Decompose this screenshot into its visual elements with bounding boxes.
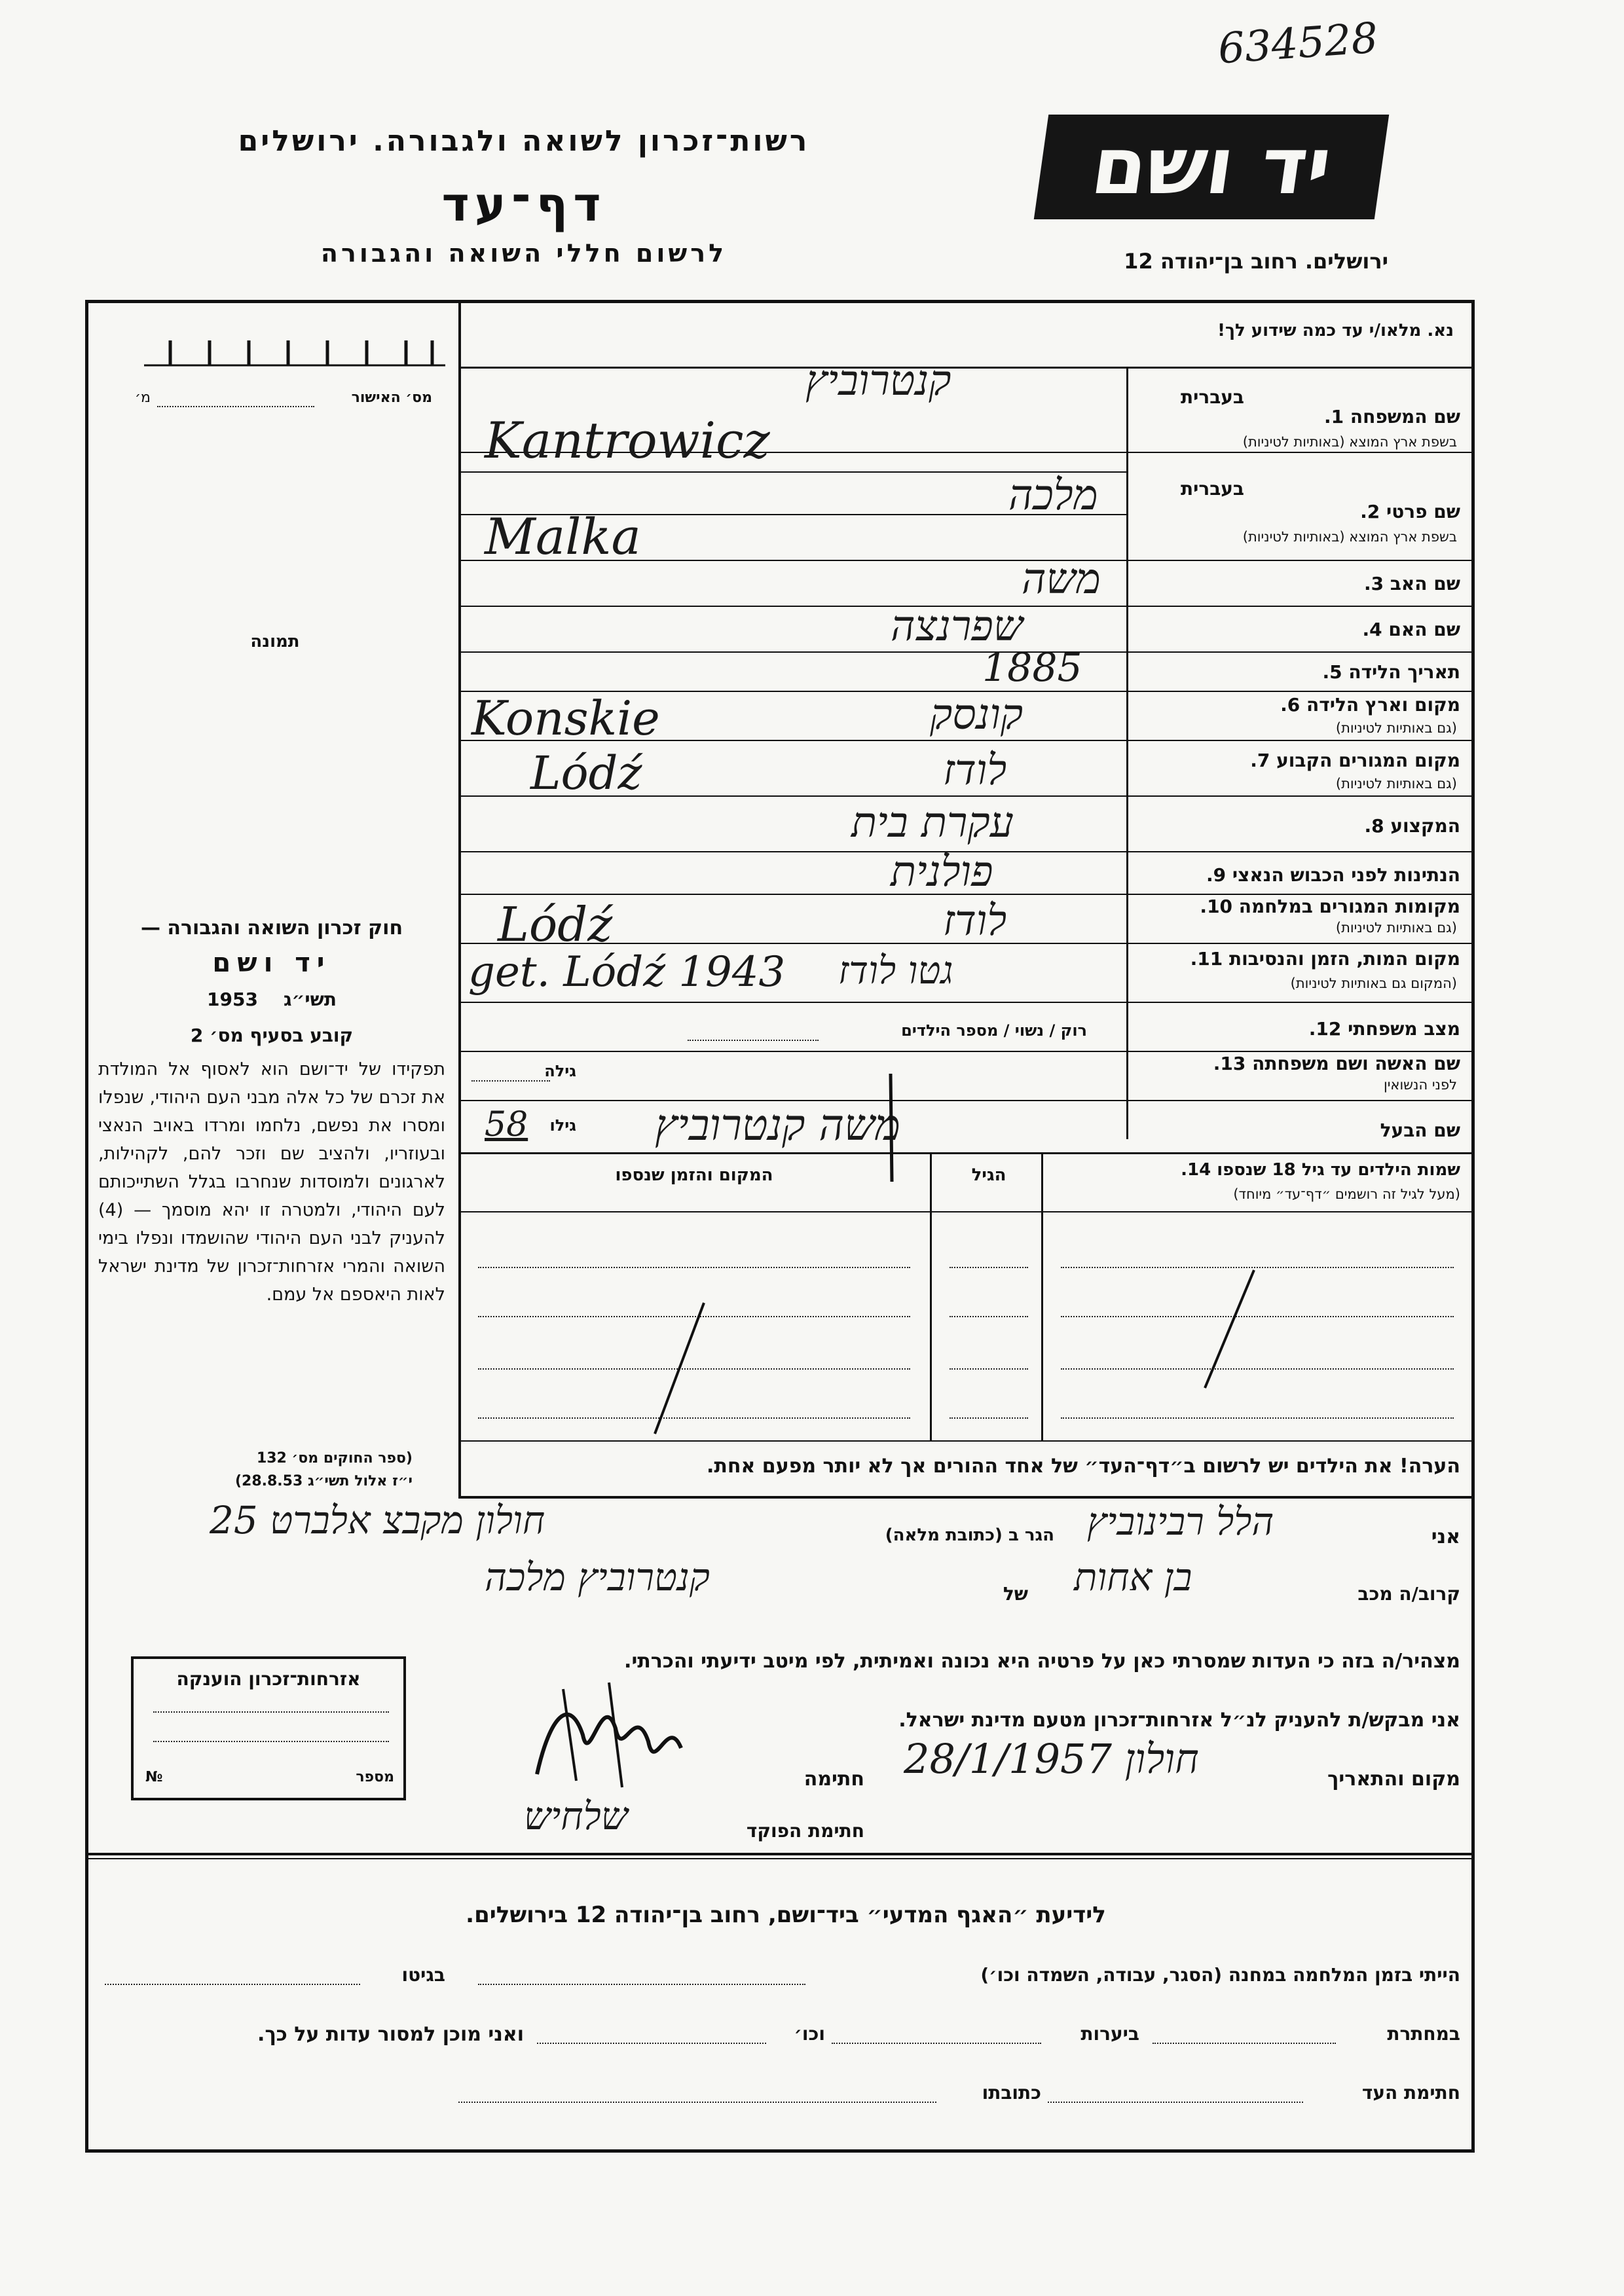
footer-underground-label: במחתרת [1387, 2023, 1460, 2045]
field-11-sublabel: (המקום גם באותיות לטיניות) [1290, 975, 1457, 991]
declarant-name: הלל רבינוביץ [1087, 1499, 1274, 1544]
of-value: קנטרוביץ מלכה [485, 1555, 710, 1599]
citizenship-request: אני מבקש/ת להעניק לנ״ל אזרחות־זכרון מטעם מדינת ישראל. [898, 1709, 1460, 1732]
law-clause: קובע בסעיף מס׳ 2 [190, 1025, 354, 1046]
law-text: תפקידו של יד־ושם הוא לאסוף אל המולדת את זכרם של כל אלה מבני העם היהודי, שנפלו ומסרו את נפשם, נלחמו ומרדו באויב הנאצי ובעוזריו, ולהציב שם וזכר להם, לקהילות, לארגונים ולמוסדות שנחרבו בגלל השתייכותם לעם היהודי, ולמטרה זו יהא מוסמך — (4) להעניק לבני העם היהודי שהושמדו ונפלו בימי השואה והמרי אזרחות־זכרון של מדינת ישראל לאות היאספם אל עמם. [98, 1059, 445, 1305]
of-label: של [1003, 1583, 1028, 1605]
photo-label: תמונה [250, 632, 300, 651]
field-2-value-latin: Malka [485, 507, 641, 566]
field-3-label: שם האב 3. [1363, 573, 1460, 594]
husband-label: שם הבעל [1380, 1120, 1460, 1141]
field-12-label: מצב משפחתי 12. [1308, 1018, 1460, 1040]
place-date-label: מקום והתאריך [1327, 1768, 1460, 1791]
children-label: שמות הילדים עד גיל 18 שנספו 14. [1181, 1160, 1460, 1180]
tally-marks [144, 327, 445, 367]
field-6-label: מקום וארץ הלידה 6. [1280, 694, 1460, 716]
institution-name: רשות־זכרון לשואה ולגבורה. ירושלים [238, 124, 810, 158]
footer-etc-label: וכו׳ [794, 2023, 825, 2045]
declarant-address: חולון מקבצ אלברט 25 [210, 1498, 545, 1542]
field-9-label: הנתינות לפני הכבוש הנאצי 9. [1206, 864, 1460, 886]
field-7-value: Lódź [530, 746, 642, 800]
field-10-label: מקומות המגורים במלחמה 10. [1200, 896, 1460, 917]
husband-strike-mark [871, 1074, 910, 1188]
field-5-value: 1885 [982, 645, 1082, 691]
footer-witness-signature-label: חתימת העד [1361, 2082, 1460, 2104]
children-empty-slash-1 [1192, 1264, 1270, 1397]
declarant-signature [524, 1676, 694, 1803]
footer-title: לידיעת ״האגף המדעי״ ביד־ושם, רחוב בן־יהודה 12 בירושלים. [466, 1902, 1106, 1928]
field-11-value: get. Lódź 1943 [468, 948, 786, 996]
children-age-header: הגיל [971, 1165, 1006, 1185]
field-8-label: המקצוע 8. [1364, 815, 1460, 837]
field-7-label: מקום המגורים הקבוע 7. [1250, 750, 1460, 771]
footer-address-label: כתובתו [982, 2082, 1041, 2104]
field-6-value-hebrew: קונסק [930, 691, 1024, 739]
form-intro: נא. מלאו/י עד כמה שידוע לך! [1217, 321, 1454, 340]
memorial-citizenship-box [131, 1656, 406, 1800]
relation-value: בן אחות [1074, 1555, 1192, 1599]
field-8-value: עקרת בית [851, 799, 1014, 847]
field-4-value: שפרנצה [891, 602, 1024, 651]
field-3-value: משה [1022, 555, 1101, 604]
field-2-lang: בעברית [1180, 478, 1244, 500]
footer-ghetto-label: בגיטו [401, 1964, 445, 1986]
field-11-value-hebrew: גטו לודז [838, 948, 953, 993]
field-13-sublabel: לפני הנשואין [1383, 1077, 1457, 1093]
address-label: הגר ב (כתובת מלאה) [885, 1525, 1054, 1545]
children-place-header: המקום והזמן שנספו [615, 1165, 773, 1185]
law-year: 1953 [207, 989, 258, 1010]
declaration-statement: מצהיר/ה בזה כי העדות שמסרתי כאן על פרטיה היא נכונה ואמיתית, לפי מיטב ידיעתי והכרתי. [624, 1650, 1460, 1673]
husband-value: משה קנטרוביץ [655, 1100, 900, 1150]
declarant-label: אני [1431, 1525, 1460, 1548]
archive-number: 634528 [1216, 14, 1380, 74]
law-year-hebrew: תשי״ג [283, 989, 337, 1010]
field-9-value: פולנית [891, 848, 993, 896]
cert-number-label: מס׳ האישור [351, 390, 432, 406]
place-date-value: חולון 28/1/1957 [904, 1735, 1199, 1783]
field-6-value: Konskie [471, 691, 660, 746]
field-6-sublabel: (גם באותיות לטיניות) [1335, 720, 1457, 736]
field-2-label: שם פרטי 2. [1360, 501, 1460, 522]
field-11-label: מקום המות, הזמן והנסיבות 11. [1190, 948, 1460, 970]
cert-number-suffix: מ׳ [134, 390, 151, 406]
law-year-row [98, 989, 445, 1010]
field-1-sublabel: בשפת ארץ המוצא (באותיות לטיניות) [1242, 434, 1457, 450]
field-10-value: Lódź [498, 897, 613, 952]
field-7-value-hebrew: לודז [943, 746, 1007, 795]
law-reference-1: (ספר החוקים מס׳ 132 [256, 1450, 413, 1467]
husband-age-label: גילו [549, 1116, 576, 1135]
field-4-label: שם האם 4. [1362, 619, 1460, 640]
field-13-age-label: גילה [544, 1062, 576, 1080]
relation-label: קרוב/ה מכב [1357, 1583, 1460, 1605]
tally-boxes [144, 327, 445, 354]
field-5-label: תאריך הלידה 5. [1322, 661, 1460, 683]
stamp-no-sign: № [145, 1769, 163, 1785]
field-1-value-latin: Kantrowicz [485, 411, 770, 469]
yad-vashem-logo: יד ושם [1034, 115, 1389, 219]
law-title: חוק זכרון השואה והגבורה — [140, 917, 403, 939]
form-subtitle: לרשום חללי השואה והגבורה [320, 239, 728, 268]
field-7-sublabel: (גם באותיות לטיניות) [1335, 776, 1457, 792]
field-1-label: שם המשפחה 1. [1324, 406, 1460, 428]
field-13-label: שם האשה ושם משפחתה 13. [1213, 1053, 1460, 1074]
stamp-number-label: מספר [356, 1769, 394, 1785]
field-2-sublabel: בשפת ארץ המוצא (באותיות לטיניות) [1242, 529, 1457, 545]
memorial-citizenship-title: אזרחות־זכרון הוענקה [176, 1668, 361, 1690]
field-2-value-hebrew: מלכה [1008, 471, 1098, 520]
official-signature-value: שלחיש [524, 1794, 628, 1838]
field-10-value-hebrew: לודז [943, 897, 1007, 945]
husband-age: 58 [485, 1105, 528, 1144]
field-10-sublabel: (גם באותיות לטיניות) [1335, 920, 1457, 936]
children-note: הערה! את הילדים יש לרשום ב״דף־העד״ של אחד ההורים אך לא יותר מפעם אחת. [707, 1455, 1460, 1478]
field-1-value-hebrew: קנטרוביץ [805, 357, 951, 405]
footer-testimony-label: ואני מוכן למסור עדות על כך. [257, 2023, 524, 2046]
field-12-options: רוק / נשוי / מספר הילדים [901, 1021, 1087, 1040]
official-signature-label: חתימת הפוקד [746, 1820, 864, 1842]
footer-camp-label: הייתי בזמן המלחמה במחנה (הסגר, עבודה, השמדה וכו׳) [980, 1964, 1460, 1986]
footer-forests-label: ביערות [1080, 2023, 1139, 2045]
form-title: דף־עד [441, 177, 606, 232]
law-reference-2: י״ז אלול תשי״ג 28.8.53) [234, 1473, 413, 1489]
signature-label: חתימה [803, 1768, 864, 1791]
header-address: ירושלים. רחוב בן־יהודה 12 [1124, 249, 1388, 274]
children-sublabel: (מעל לגיל זה רושמים ״דף־עד״ מיוחד) [1233, 1186, 1460, 1202]
children-empty-slash-2 [642, 1296, 720, 1443]
law-name: יד ושם [212, 948, 331, 978]
field-1-lang: בעברית [1180, 386, 1244, 408]
